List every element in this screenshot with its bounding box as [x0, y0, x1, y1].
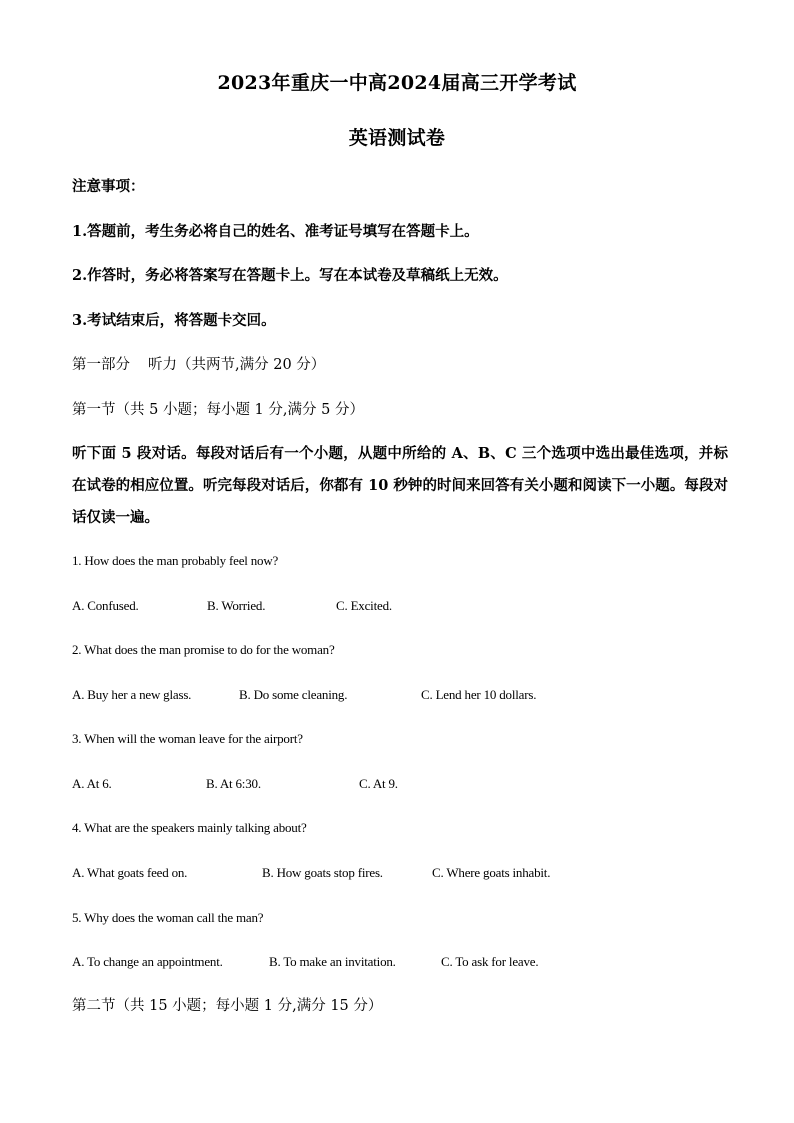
- question-1-option-c: C. Excited.: [336, 598, 392, 613]
- question-5-option-b: B. To make an invitation.: [269, 954, 396, 969]
- question-3-stem: 3. When will the woman leave for the airport?: [72, 731, 303, 746]
- question-4-stem: 4. What are the speakers mainly talking about?: [72, 820, 307, 835]
- question-2-stem: 2. What does the man promise to do for the woman?: [72, 642, 335, 657]
- notice-item-3: 3.考试结束后，将答题卡交回。: [72, 312, 276, 329]
- question-2-option-c: C. Lend her 10 dollars.: [421, 687, 537, 702]
- question-5-option-a: A. To change an appointment.: [72, 954, 223, 969]
- question-2-option-b: B. Do some cleaning.: [239, 687, 348, 702]
- notice-item-1: 1.答题前，考生务必将自己的姓名、准考证号填写在答题卡上。: [72, 223, 479, 240]
- question-3-option-b: B. At 6:30.: [206, 776, 261, 791]
- section1-title: 第一节（共 5 小题；每小题 1 分,满分 5 分）: [72, 402, 364, 418]
- part1-heading: [72, 355, 325, 375]
- question-3-option-c: C. At 9.: [359, 776, 398, 791]
- question-4-option-c: C. Where goats inhabit.: [432, 865, 551, 880]
- exam-title: 2023年重庆一中高2024届高三开学考试: [217, 72, 577, 94]
- question-3-option-a: A. At 6.: [72, 776, 112, 791]
- question-4-option-b: B. How goats stop fires.: [262, 865, 383, 880]
- notice-item-2: 2.作答时，务必将答案写在答题卡上。写在本试卷及草稿纸上无效。: [72, 267, 508, 284]
- question-4-option-a: A. What goats feed on.: [72, 865, 188, 880]
- question-1-stem: 1. How does the man probably feel now?: [72, 553, 279, 568]
- question-5-option-c: C. To ask for leave.: [441, 954, 539, 969]
- exam-subtitle: 英语测试卷: [348, 127, 446, 149]
- part1-label: 第一部分: [72, 357, 130, 373]
- section2-title: 第二节（共 15 小题；每小题 1 分,满分 15 分）: [72, 998, 383, 1014]
- question-1-option-a: A. Confused.: [72, 598, 139, 613]
- section1-instructions: 听下面 5 段对话。每段对话后有一个小题，从题中所给的 A、B、C 三个选项中选出最佳选项，并标在试卷的相应位置。听完每段对话后，你都有 10 秒钟的时间来回答有关小题和阅读下一小题。每段对话仅读一遍。: [72, 445, 728, 526]
- part1-title: 听力（共两节,满分 20 分）: [148, 357, 326, 373]
- question-1-option-b: B. Worried.: [207, 598, 266, 613]
- notice-heading: 注意事项：: [72, 178, 145, 195]
- question-2-option-a: A. Buy her a new glass.: [72, 687, 192, 702]
- question-5-stem: 5. Why does the woman call the man?: [72, 910, 264, 925]
